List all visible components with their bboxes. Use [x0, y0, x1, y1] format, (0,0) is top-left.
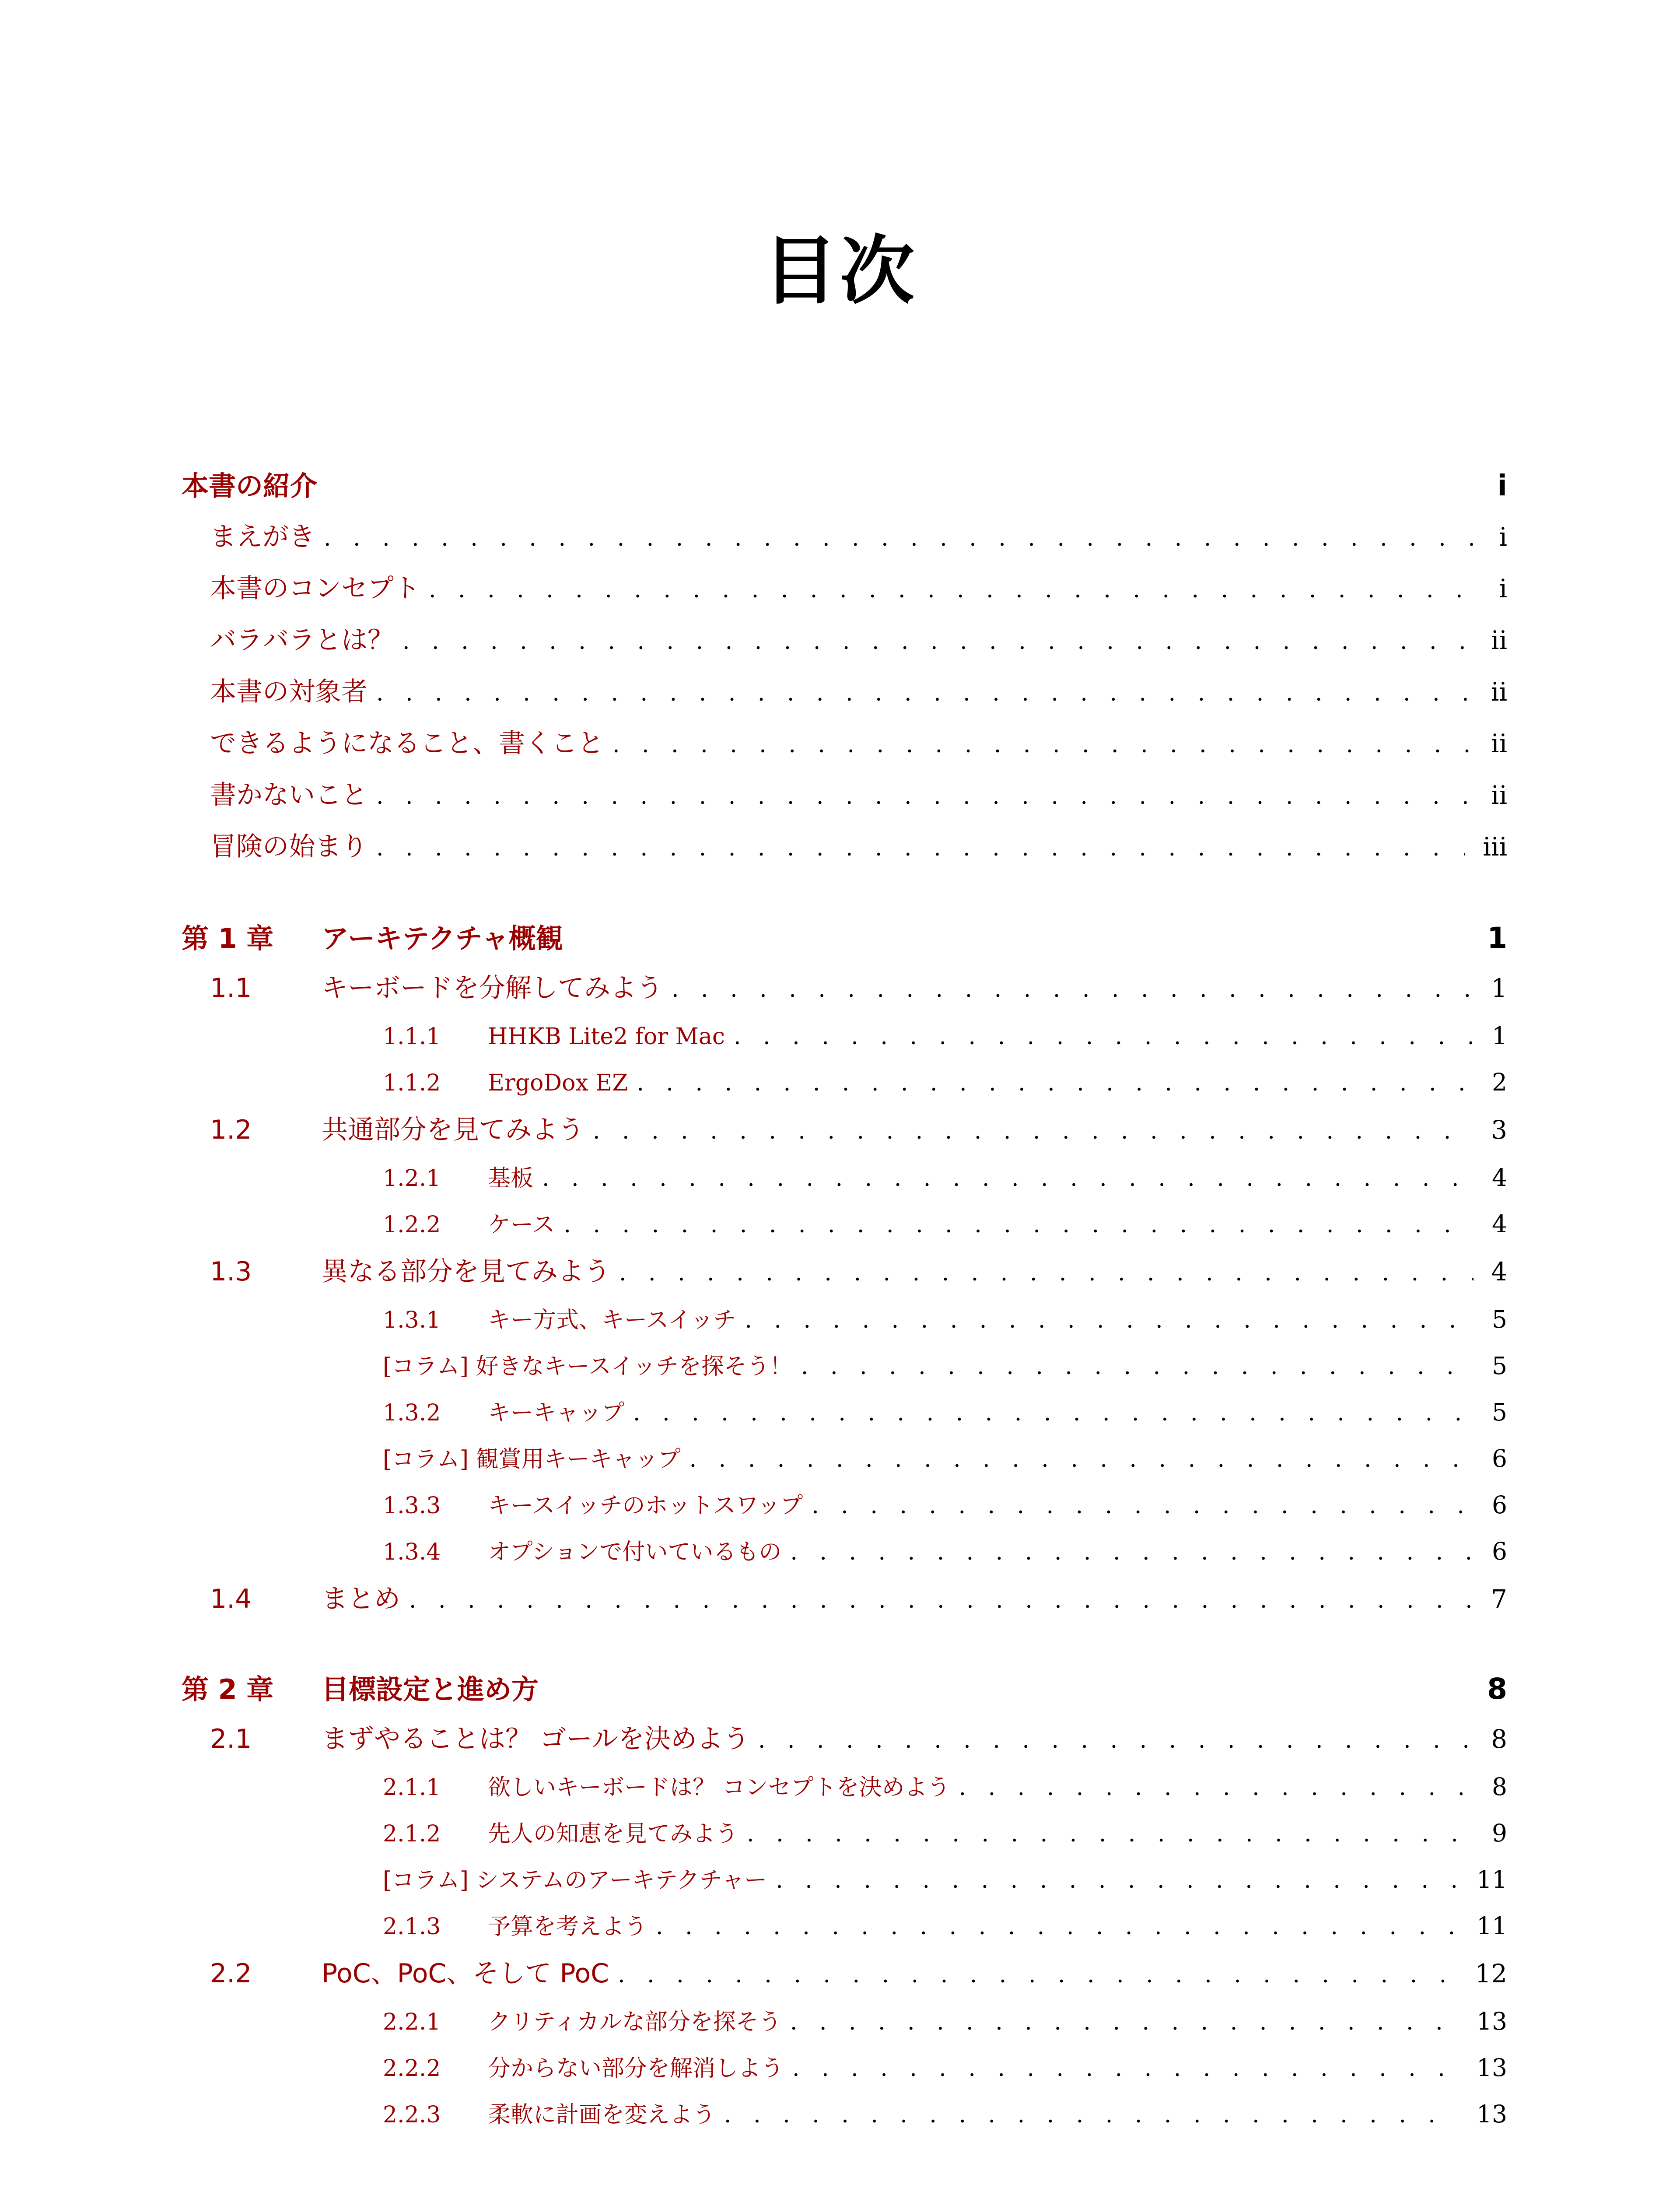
toc-entry-number: 1.1	[210, 973, 252, 1003]
toc-leader-dots	[402, 614, 1474, 667]
toc-subsection[interactable]	[182, 1154, 1507, 1201]
toc-subsection[interactable]	[182, 1998, 1507, 2044]
toc-entry-title: 異なる部分を見てみよう	[322, 1256, 610, 1287]
toc-intro-item[interactable]	[182, 511, 1507, 563]
toc-leader-dots	[409, 1574, 1474, 1625]
toc-subsection[interactable]	[182, 2091, 1507, 2137]
toc-entry-title: [コラム] 観賞用キーキャップ	[383, 1446, 681, 1473]
toc-page-number: ii	[1491, 729, 1507, 758]
toc-entry-number: 1.4	[210, 1584, 252, 1614]
toc-entry-title: [コラム] システムのアーキテクチャー	[383, 1867, 767, 1893]
toc-page-number: i	[1499, 574, 1507, 603]
toc-page-number: 5	[1492, 1352, 1507, 1380]
toc-leader-dots	[812, 1483, 1474, 1529]
toc-leader-dots	[801, 1343, 1474, 1390]
toc-page-number: 6	[1492, 1491, 1507, 1519]
toc-page-number: iii	[1483, 832, 1507, 862]
toc-entry-title: 共通部分を見てみよう	[322, 1115, 584, 1145]
toc-chapter-title: 目標設定と進め方	[322, 1673, 539, 1705]
toc-entry-title: まとめ	[322, 1584, 400, 1614]
toc-page-number: 4	[1492, 1164, 1507, 1192]
toc-entry-number: 2.2	[210, 1958, 252, 1989]
toc-page-number: 4	[1491, 1257, 1507, 1287]
toc-leader-dots	[542, 1155, 1474, 1202]
toc-subsection[interactable]	[182, 1201, 1507, 1247]
toc-entry-number: 2.1.2	[383, 1821, 441, 1847]
toc-entry-title: できるようになること、書くこと	[210, 728, 604, 759]
toc-entry-number: 2.2.2	[383, 2055, 441, 2082]
toc-subsection[interactable]	[182, 1389, 1507, 1435]
toc-entry-number: 1.2.1	[383, 1165, 441, 1192]
toc-entry-title: クリティカルな部分を探そう	[488, 2009, 781, 2035]
toc-entry-number: 1.1.1	[383, 1024, 441, 1050]
toc-page-number: 12	[1475, 1959, 1507, 1988]
toc-page-number: 13	[1477, 2100, 1507, 2128]
toc-leader-dots	[734, 1013, 1474, 1060]
toc-chapter-number: 第 2 章	[182, 1673, 274, 1705]
toc-entry-title: 冒険の始まり	[210, 831, 368, 862]
toc-page-number: 1	[1492, 1022, 1507, 1050]
toc-leader-dots	[429, 563, 1481, 616]
page-title: 目次	[763, 228, 917, 315]
toc-page-number: 11	[1477, 1912, 1507, 1940]
toc-subsection[interactable]	[182, 1482, 1507, 1528]
toc-leader-dots	[745, 1297, 1474, 1343]
toc-entry-title: キー方式、キースイッチ	[488, 1307, 736, 1333]
toc-entry-title: 本書のコンセプト	[210, 573, 420, 604]
toc-leader-dots	[618, 1949, 1457, 1999]
toc-subsection[interactable]	[182, 1764, 1507, 1810]
toc-leader-dots	[959, 1764, 1474, 1811]
toc-page-number: 4	[1492, 1210, 1507, 1238]
toc-entry-title: 本書の対象者	[210, 677, 368, 707]
toc-page-number: 8	[1491, 1724, 1507, 1754]
toc-subsection[interactable]	[182, 1435, 1507, 1482]
toc-entry-number: 1.3.4	[383, 1539, 441, 1565]
toc-page-number: 5	[1492, 1305, 1507, 1333]
toc-page-number: 13	[1477, 2007, 1507, 2035]
toc-leader-dots	[593, 1105, 1474, 1156]
toc-entry-title: バラバラとは？	[210, 625, 394, 656]
toc-chapter-title: アーキテクチャ概観	[322, 922, 563, 954]
toc-section[interactable]	[182, 964, 1507, 1013]
toc-section[interactable]	[182, 1574, 1507, 1623]
toc-chapter-number: 第 1 章	[182, 922, 274, 954]
toc-entry-number: 2.1.1	[383, 1774, 441, 1801]
toc-entry-title: キーキャップ	[488, 1400, 625, 1426]
toc-subsection[interactable]	[182, 1343, 1507, 1389]
toc-entry-title: PoC、PoC、そして PoC	[322, 1958, 609, 1989]
toc-entry-number: 1.2.2	[383, 1212, 441, 1238]
toc-entry-title: ケース	[488, 1212, 555, 1238]
toc-entry-number: 2.1.3	[383, 1914, 441, 1940]
toc-page-number: 8	[1492, 1773, 1507, 1801]
toc-leader-dots	[376, 666, 1474, 719]
toc-entry-title: 書かないこと	[210, 780, 368, 810]
toc-intro-item[interactable]	[182, 769, 1507, 821]
toc-entry-number: 1.3.2	[383, 1400, 441, 1426]
toc-intro-item[interactable]	[182, 614, 1507, 666]
toc-entry-number: 1.1.2	[383, 1070, 441, 1096]
toc-entry-title: オプションで付いているもの	[488, 1539, 782, 1565]
toc-intro-item[interactable]	[182, 821, 1507, 873]
toc-section[interactable]	[182, 1949, 1507, 1998]
toc-page-number: 9	[1492, 1819, 1507, 1847]
toc-page-number: 8	[1487, 1672, 1507, 1706]
toc-entry-title: [コラム] 好きなキースイッチを探そう！	[383, 1353, 792, 1380]
toc-entry-title: 分からない部分を解消しよう	[488, 2055, 784, 2082]
toc-entry-number: 1.2	[210, 1115, 252, 1145]
toc-leader-dots	[790, 1999, 1459, 2045]
toc-subsection[interactable]	[182, 1528, 1507, 1574]
toc-page-number: 11	[1477, 1865, 1507, 1893]
toc-intro-item[interactable]	[182, 666, 1507, 718]
toc-page-number: 6	[1492, 1537, 1507, 1565]
toc-subsection[interactable]	[182, 1903, 1507, 1949]
toc-entry-title: キースイッチのホットスワップ	[488, 1493, 803, 1519]
toc-page-number: i	[1499, 522, 1507, 552]
toc-leader-dots	[633, 1390, 1474, 1436]
toc-chapter-heading[interactable]	[182, 1672, 1507, 1707]
toc-leader-dots	[637, 1060, 1474, 1106]
toc-page-number: 5	[1492, 1398, 1507, 1426]
toc-chapter-heading[interactable]	[182, 921, 1507, 956]
toc-subsection[interactable]	[182, 1296, 1507, 1343]
toc-entry-title: 先人の知恵を見てみよう	[488, 1821, 738, 1847]
toc-page-number: 13	[1477, 2054, 1507, 2082]
toc-page-number: ii	[1491, 677, 1507, 707]
toc-subsection[interactable]	[182, 1013, 1507, 1059]
toc-leader-dots	[376, 769, 1474, 822]
toc-leader-dots	[324, 511, 1481, 564]
toc-entry-title: HHKB Lite2 for Mac	[488, 1024, 725, 1050]
toc-subsection[interactable]	[182, 1059, 1507, 1105]
toc-page-number: 1	[1491, 973, 1507, 1003]
toc-leader-dots	[672, 964, 1474, 1014]
toc-leader-dots	[564, 1202, 1474, 1248]
toc-intro-item[interactable]	[182, 563, 1507, 614]
toc-subsection[interactable]	[182, 2044, 1507, 2091]
toc-part-heading[interactable]	[182, 468, 1507, 503]
toc-page-number: 6	[1492, 1445, 1507, 1473]
toc-entry-number: 1.3.3	[383, 1493, 441, 1519]
toc-entry-title: ErgoDox EZ	[488, 1070, 628, 1096]
toc-page-number: i	[1497, 469, 1507, 502]
toc-page-number: ii	[1491, 780, 1507, 810]
toc-entry-number: 1.3.1	[383, 1307, 441, 1333]
toc-leader-dots	[656, 1904, 1459, 1950]
toc-leader-dots	[612, 718, 1474, 771]
toc-entry-title: 予算を考えよう	[488, 1914, 648, 1940]
toc-entry-number: 2.1	[210, 1724, 252, 1754]
toc-entry-title: 基板	[488, 1165, 534, 1192]
table-of-contents	[182, 468, 1507, 2137]
toc-leader-dots	[747, 1811, 1474, 1857]
toc-page-number: 2	[1492, 1068, 1507, 1096]
toc-section[interactable]	[182, 1247, 1507, 1296]
toc-entry-title: 柔軟に計画を変えよう	[488, 2102, 716, 2128]
toc-section[interactable]	[182, 1715, 1507, 1764]
toc-leader-dots	[758, 1715, 1474, 1765]
toc-intro-item[interactable]	[182, 718, 1507, 769]
toc-page-number: 1	[1487, 921, 1507, 955]
toc-leader-dots	[724, 2092, 1459, 2138]
toc-entry-title: 欲しいキーボードは？ コンセプトを決めよう	[488, 1774, 950, 1801]
toc-part-title: 本書の紹介	[182, 470, 318, 502]
toc-entry-number: 2.2.1	[383, 2009, 441, 2035]
toc-page-number: ii	[1491, 625, 1507, 655]
toc-leader-dots	[619, 1247, 1474, 1297]
toc-page-number: 3	[1491, 1115, 1507, 1145]
toc-leader-dots	[776, 1857, 1459, 1904]
toc-section[interactable]	[182, 1105, 1507, 1154]
toc-entry-number: 1.3	[210, 1256, 252, 1287]
toc-leader-dots	[376, 821, 1465, 874]
toc-entry-title: まずやることは？ ゴールを決めよう	[322, 1724, 749, 1754]
toc-page-number: 7	[1491, 1584, 1507, 1614]
toc-leader-dots	[792, 2045, 1459, 2092]
toc-entry-number: 2.2.3	[383, 2102, 441, 2128]
toc-subsection[interactable]	[182, 1856, 1507, 1903]
toc-entry-title: まえがき	[210, 522, 315, 552]
toc-leader-dots	[790, 1529, 1474, 1575]
toc-subsection[interactable]	[182, 1810, 1507, 1856]
toc-leader-dots	[690, 1436, 1474, 1483]
toc-entry-title: キーボードを分解してみよう	[322, 973, 663, 1003]
